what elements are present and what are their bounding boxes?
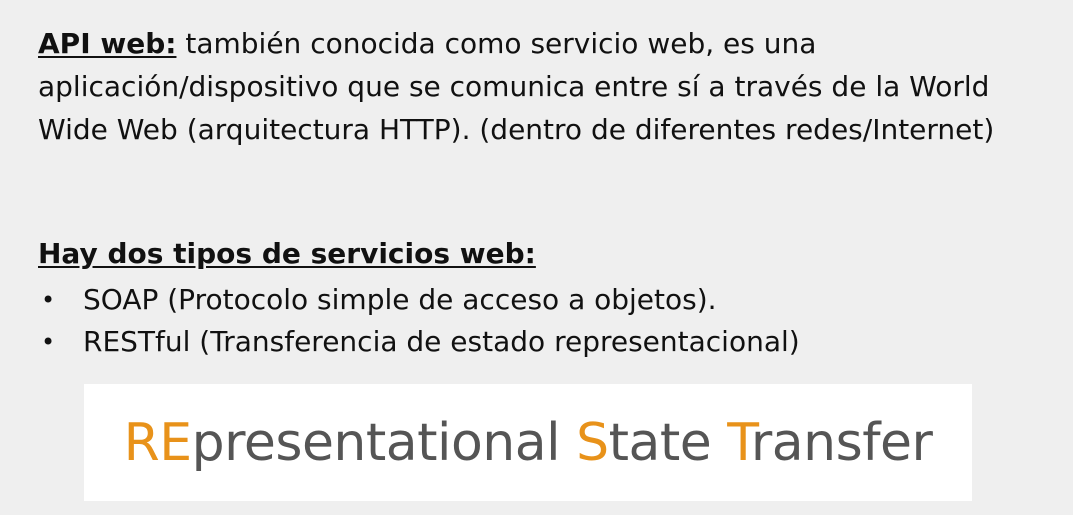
bullet-icon: • [41,286,56,314]
rest-banner-text [124,413,933,473]
list-item-text: RESTful (Transferencia de estado representacional) [83,325,800,358]
list-item-restful [38,321,800,363]
banner-text-presentational: presentational [191,412,577,473]
definition-text: también conocida como servicio web, es una aplicación/dispositivo que se comunica entre sí a través de la World Wide Web (arquitectura HTTP). (dentro de diferentes redes/Internet) [38,27,995,146]
banner-text-ransfer: ransfer [750,412,933,473]
banner-accent-t: T [727,412,751,473]
types-list [38,279,800,363]
list-item-soap [38,279,800,321]
banner-accent-re: RE [123,412,192,473]
rest-banner [84,384,972,501]
definition-term: API web: [38,27,177,60]
api-web-definition [38,22,1058,151]
types-heading: Hay dos tipos de servicios web: [38,237,536,270]
banner-accent-s: S [576,412,609,473]
banner-text-tate: tate [608,412,728,473]
list-item-text: SOAP (Protocolo simple de acceso a objetos). [83,283,717,316]
bullet-icon: • [41,328,56,356]
